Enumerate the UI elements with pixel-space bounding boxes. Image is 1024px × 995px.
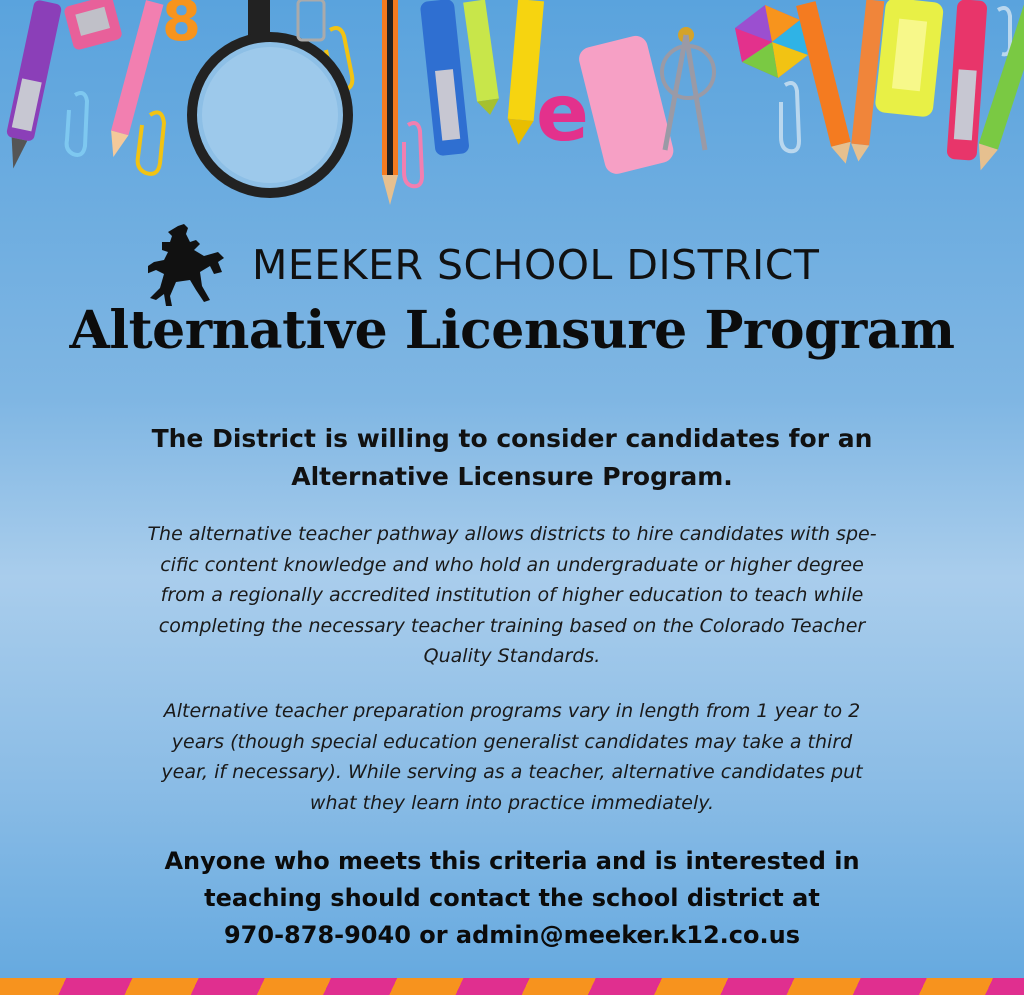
- school-supplies-banner: [0, 0, 1024, 215]
- paperclip-icon: [138, 112, 164, 174]
- lead-line: The District is willing to consider candidates for an: [151, 424, 873, 453]
- paragraph-line: Quality Standards.: [423, 645, 601, 667]
- contact-line: Anyone who meets this criteria and is interested in: [164, 847, 860, 875]
- blue-pen-icon: [420, 0, 470, 156]
- lead-statement: [40, 420, 984, 496]
- program-title: Alternative Licensure Program: [69, 300, 955, 361]
- program-length-paragraph: [62, 696, 962, 818]
- paragraph-line: years (though special education generalist candidates may take a third: [171, 730, 853, 753]
- district-brand: [148, 220, 908, 310]
- pathway-paragraph: [62, 519, 962, 672]
- paragraph-line: cific content knowledge and who hold an undergraduate or higher degree: [160, 553, 864, 576]
- district-name: MEEKER SCHOOL DISTRICT: [252, 241, 820, 289]
- paperclip-icon: [998, 8, 1010, 54]
- compass-icon: [662, 27, 714, 150]
- letter-block-icon: e: [536, 69, 589, 159]
- paperclip-icon: [404, 123, 422, 186]
- orange-pencil-icon: [796, 1, 855, 166]
- contact-info: 970-878-9040 or admin@meeker.k12.co.us: [223, 921, 800, 949]
- paragraph-line: from a regionally accredited institution of higher education to teach while: [160, 584, 864, 606]
- decorative-stripe: [0, 978, 1024, 995]
- paragraph-line: The alternative teacher pathway allows districts to hire candidates with spe-: [147, 523, 877, 545]
- purple-pen-icon: [0, 0, 62, 171]
- lead-line: Alternative Licensure Program.: [291, 462, 733, 491]
- paragraph-line: what they learn into practice immediately.: [309, 791, 715, 814]
- contact-line: teaching should contact the school district at: [204, 884, 820, 912]
- sharpener-icon: [63, 0, 123, 51]
- paperclip-icon: [781, 83, 799, 151]
- yellow-crayon-icon: [463, 0, 501, 116]
- paragraph-line: year, if necessary). While serving as a teacher, alternative candidates put: [161, 761, 863, 783]
- bronco-rider-icon: [148, 222, 230, 308]
- paragraph-line: Alternative teacher preparation programs vary in length from 1 year to 2: [163, 700, 861, 722]
- eraser-icon: [577, 33, 676, 176]
- binder-clip-icon: [298, 0, 324, 40]
- origami-star-icon: [735, 5, 808, 78]
- contact-statement: [60, 843, 964, 954]
- highlighter-icon: [874, 0, 944, 118]
- paperclip-icon: [67, 93, 87, 155]
- number-block-icon: 8: [162, 0, 201, 54]
- paragraph-line: completing the necessary teacher training based on the Colorado Teacher: [158, 614, 866, 637]
- black-pencil-icon: [382, 0, 398, 205]
